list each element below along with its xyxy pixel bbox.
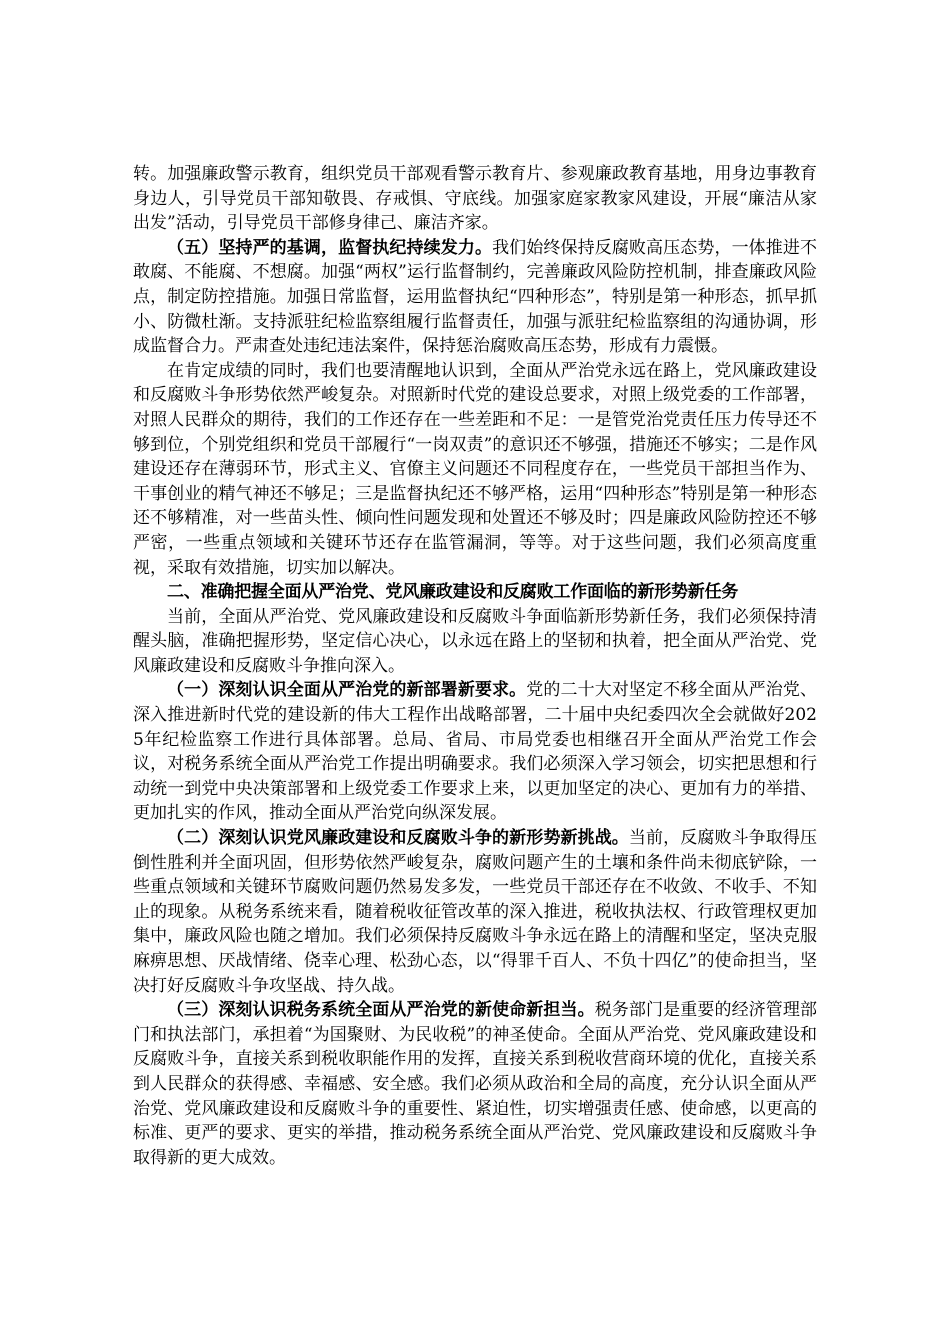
paragraph-text: 在肯定成绩的同时，我们也要清醒地认识到，全面从严治党永远在路上，党风廉政建设和反腐败斗争形势依然严峻复杂。对照新时代党的建设总要求，对照上级党委的工作部署，对照人民群众的期待，我们的工作还存在一些差距和不足：一是管党治党责任压力传导还不够到位，个别党组织和党员干部履行“一岗双责”的意识还不够强，措施还不够实；二是作风建设还存在薄弱环节，形式主义、官僚主义问题还不同程度存在，一些党员干部担当作为、干事创业的精气神还不够足；三是监督执纪还不够严格，运用“四种形态”特别是第一种形态还不够精准，对一些苗头性、倾向性问题发现和处置还不够及时；四是廉政风险防控还不够严密，一些重点领域和关键环节还存在监管漏洞，等等。对于这些问题，我们必须高度重视，采取有效措施，切实加以解决。 (133, 360, 817, 578)
paragraph-text: 我们始终保持反腐败高压态势，一体推进不敢腐、不能腐、不想腐。加强“两权”运行监督制约，完善廉政风险防控机制，排查廉政风险点，制定防控措施。加强日常监督，运用监督执纪“四种形态”，特别是第一种形态，抓早抓小、防微杜渐。支持派驻纪检监察组履行监督责任，加强与派驻纪检监察组的沟通协调，形成监督合力。严肃查处违纪违法案件，保持惩治腐败高压态势，形成有力震慑。 (133, 237, 818, 357)
paragraph-subsection-3 (133, 998, 817, 1170)
paragraph-section-5 (133, 236, 817, 359)
paragraph-lead: （一）深刻认识全面从严治党的新部署新要求。 (167, 680, 527, 701)
paragraph-text: 转。加强廉政警示教育，组织党员干部观看警示教育片、参观廉政教育基地，用身边事教育身边人，引导党员干部知敬畏、存戒惧、守底线。加强家庭家教家风建设，开展“廉洁从家出发”活动，引导党员干部修身律己、廉洁齐家。 (133, 164, 817, 234)
paragraph-subsection-1 (133, 678, 817, 826)
section-heading-2 (133, 580, 817, 605)
paragraph-text: 党的二十大对坚定不移全面从严治党、深入推进新时代党的建设新的伟大工程作出战略部署，二十届中央纪委四次全会就做好2025年纪检监察工作进行具体部署。总局、省局、市局党委也相继召开全面从严治党工作会议，对税务系统全面从严治党工作提出明确要求。我们必须深入学习领会，切实把思想和行动统一到党中央决策部署和上级党委工作要求上来，以更加坚定的决心、更加有力的举措、更加扎实的作风，推动全面从严治党向纵深发展。 (133, 680, 818, 824)
paragraph-subsection-2 (133, 826, 817, 998)
paragraph-text: 税务部门是重要的经济管理部门和执法部门，承担着“为国聚财、为民收税”的神圣使命。全面从严治党、党风廉政建设和反腐败斗争，直接关系到税收职能作用的发挥，直接关系到税收营商环境的优化，直接关系到人民群众的获得感、幸福感、安全感。我们必须从政治和全局的高度，充分认识全面从严治党、党风廉政建设和反腐败斗争的重要性、紧迫性，切实增强责任感、使命感，以更高的标准、更严的要求、更实的举措，推动税务系统全面从严治党、党风廉政建设和反腐败斗争取得新的更大成效。 (133, 1000, 818, 1168)
paragraph-shortcomings (133, 359, 817, 580)
paragraph-lead: （二）深刻认识党风廉政建设和反腐败斗争的新形势新挑战。 (167, 828, 629, 849)
paragraph-intro (133, 605, 817, 679)
heading-text: 二、准确把握全面从严治党、党风廉政建设和反腐败工作面临的新形势新任务 (167, 582, 739, 603)
paragraph-continuation (133, 162, 817, 236)
document-page (133, 162, 817, 1170)
paragraph-lead: （三）深刻认识税务系统全面从严治党的新使命新担当。 (167, 1000, 595, 1021)
paragraph-lead: （五）坚持严的基调，监督执纪持续发力。 (167, 237, 493, 258)
paragraph-text: 当前，反腐败斗争取得压倒性胜利并全面巩固，但形势依然严峻复杂，腐败问题产生的土壤和条件尚未彻底铲除，一些重点领域和关键环节腐败问题仍然易发多发，一些党员干部还存在不收敛、不收手、不知止的现象。从税务系统来看，随着税收征管改革的深入推进，税收执法权、行政管理权更加集中，廉政风险也随之增加。我们必须保持反腐败斗争永远在路上的清醒和坚定，坚决克服麻痹思想、厌战情绪、侥幸心理、松劲心态，以“得罪千百人、不负十四亿”的使命担当，坚决打好反腐败斗争攻坚战、持久战。 (133, 828, 818, 996)
paragraph-text: 当前，全面从严治党、党风廉政建设和反腐败斗争面临新形势新任务，我们必须保持清醒头脑，准确把握形势，坚定信心决心，以永远在路上的坚韧和执着，把全面从严治党、党风廉政建设和反腐败斗争推向深入。 (133, 606, 817, 676)
